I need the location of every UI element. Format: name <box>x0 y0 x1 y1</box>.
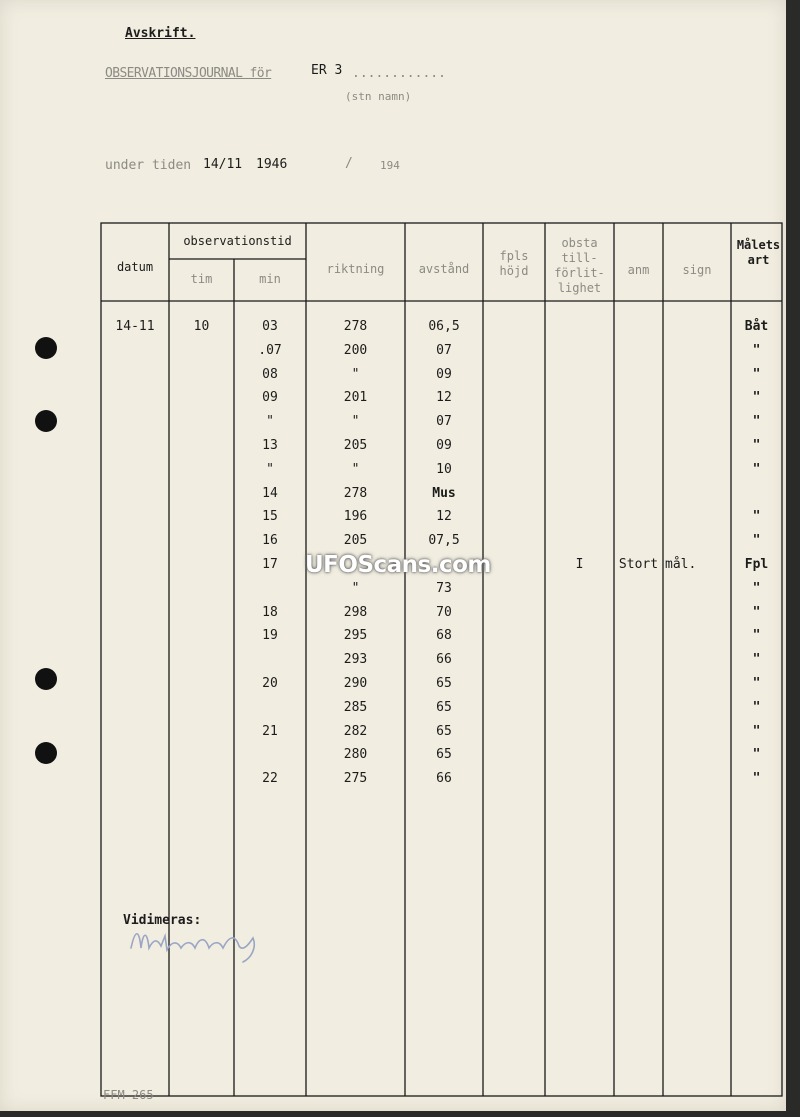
cell-riktning: " <box>351 414 360 429</box>
cell-riktning: 298 <box>343 605 368 620</box>
cell-min: .07 <box>258 343 282 358</box>
cell-avstand: 07 <box>436 343 452 358</box>
period-label: under tiden <box>105 158 192 173</box>
header-fpls-hojd <box>483 249 545 279</box>
cell-riktning: 275 <box>343 771 368 786</box>
cell-min: 16 <box>262 533 278 548</box>
cell-art: " <box>752 652 761 667</box>
cell-avstand: 07,5 <box>428 533 460 548</box>
cell-min: 17 <box>262 557 278 572</box>
cell-riktning: 278 <box>343 486 368 501</box>
cell-riktning: 293 <box>343 652 368 667</box>
cell-art: " <box>752 700 761 715</box>
cell-riktning: 205 <box>343 438 368 453</box>
cell-min: 08 <box>262 367 278 382</box>
header-malets-line1: Målets <box>736 238 781 252</box>
cell-avstand: 06,5 <box>428 319 460 334</box>
cell-art: " <box>752 533 761 548</box>
cell-riktning: 205 <box>343 533 368 548</box>
cell-art: " <box>752 581 761 596</box>
cell-riktning: " <box>351 367 360 382</box>
cell-art: Båt <box>744 319 769 334</box>
cell-riktning: " <box>351 581 360 596</box>
cell-min: 13 <box>262 438 278 453</box>
station-name: ER 3 <box>311 63 343 78</box>
station-hint: (stn namn) <box>345 90 412 103</box>
header-obs-line1: obsta <box>561 236 598 250</box>
cell-avstand: Mus <box>432 486 456 501</box>
cell-min: 09 <box>262 390 278 405</box>
cell-avstand: 70 <box>436 605 452 620</box>
period-separator: / <box>345 156 353 171</box>
cell-riktning: 295 <box>343 628 368 643</box>
cell-obs: I <box>575 557 584 572</box>
header-avstand: avstånd <box>418 262 470 276</box>
header-obs-line4: lighet <box>557 281 602 295</box>
cell-art: " <box>752 414 761 429</box>
cell-min: 20 <box>262 676 278 691</box>
header-fpls-line1: fpls <box>499 249 529 263</box>
header-observationstid: observationstid <box>183 234 292 248</box>
cell-art: " <box>752 676 761 691</box>
cell-avstand: 65 <box>436 676 452 691</box>
header-datum: datum <box>116 260 154 274</box>
cell-avstand: 66 <box>436 652 452 667</box>
cell-sign: mål. <box>665 557 697 572</box>
cell-avstand: 09 <box>436 438 452 453</box>
cell-min: " <box>266 414 274 429</box>
cell-art: " <box>752 628 761 643</box>
cell-riktning: 201 <box>343 390 368 405</box>
period-year: 1946 <box>256 157 288 172</box>
cell-riktning: 285 <box>343 700 368 715</box>
cell-tim: 10 <box>193 319 210 334</box>
cell-avstand: 09 <box>436 367 452 382</box>
cell-avstand: 12 <box>436 509 452 524</box>
cell-art: " <box>752 438 761 453</box>
cell-art: Fpl <box>744 557 769 572</box>
cell-min: 03 <box>262 319 278 334</box>
header-anm: anm <box>627 263 650 277</box>
cell-min: 21 <box>262 724 278 739</box>
cell-avstand: 65 <box>436 747 452 762</box>
cell-riktning: 200 <box>343 343 368 358</box>
watermark: UFOScans.com <box>305 552 491 578</box>
header-obs-tillforlitlighet <box>545 236 614 296</box>
document-title: Avskrift. <box>125 26 196 41</box>
cell-art: " <box>752 367 761 382</box>
header-sign: sign <box>682 263 712 277</box>
header-tim: tim <box>190 272 213 286</box>
cell-min: 15 <box>262 509 278 524</box>
cell-min: 22 <box>262 771 278 786</box>
cell-art: " <box>752 724 761 739</box>
header-riktning: riktning <box>326 262 385 276</box>
cell-avstand: 73 <box>436 581 452 596</box>
cell-riktning: 278 <box>343 319 368 334</box>
cell-art: " <box>752 509 761 524</box>
cell-anm: Stort <box>618 557 659 572</box>
cell-avstand: 65 <box>436 700 452 715</box>
cell-min: 18 <box>262 605 278 620</box>
cell-min: " <box>266 462 274 477</box>
cell-riktning: 280 <box>343 747 368 762</box>
cell-art: " <box>752 343 761 358</box>
cell-avstand: 66 <box>436 771 452 786</box>
period-from: 14/11 <box>203 157 243 172</box>
handwritten-signature <box>125 918 265 968</box>
cell-avstand: 68 <box>436 628 452 643</box>
cell-avstand: 12 <box>436 390 452 405</box>
cell-riktning: 196 <box>343 509 368 524</box>
cell-riktning: 290 <box>343 676 368 691</box>
form-code: FFM 265 <box>103 1088 154 1102</box>
cell-art: " <box>752 605 761 620</box>
header-obs-line3: förlit- <box>554 266 605 280</box>
cell-min: 14 <box>262 486 278 501</box>
cell-art: " <box>752 462 761 477</box>
header-fpls-line2: höjd <box>499 264 529 278</box>
cell-art: " <box>752 390 761 405</box>
vidimeras-label: Vidimeras: <box>123 913 202 928</box>
cell-avstand: 65 <box>436 724 452 739</box>
cell-avstand: 07 <box>436 414 452 429</box>
cell-datum: 14-11 <box>115 319 155 334</box>
cell-riktning: " <box>351 462 360 477</box>
header-malets-line2: art <box>747 253 770 267</box>
header-min: min <box>259 272 281 286</box>
cell-min: 19 <box>262 628 278 643</box>
period-to-year: 194 <box>380 159 400 172</box>
header-malets-art <box>731 238 786 268</box>
cell-art: " <box>752 747 761 762</box>
station-dots: ............ <box>352 66 446 81</box>
header-obs-line2: till- <box>561 251 598 265</box>
cell-riktning: 282 <box>343 724 368 739</box>
cell-avstand: 10 <box>436 462 452 477</box>
cell-art: " <box>752 771 761 786</box>
journal-label: OBSERVATIONSJOURNAL för <box>105 66 272 81</box>
